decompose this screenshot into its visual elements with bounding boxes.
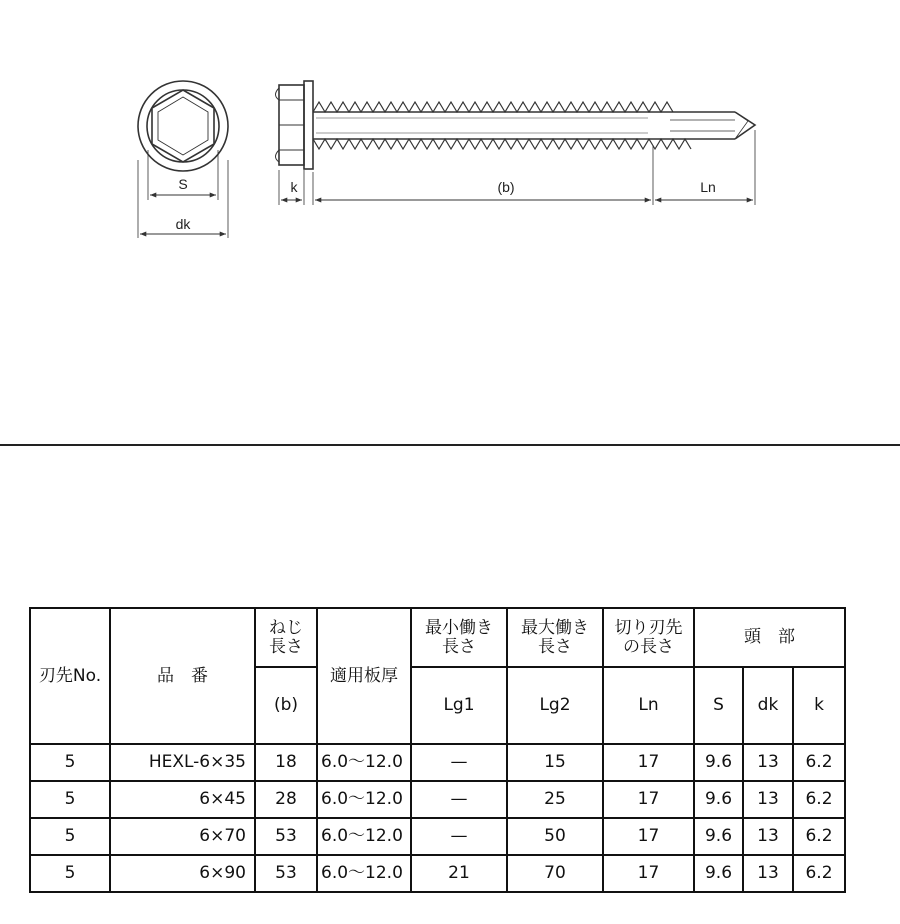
- cell-ln: 17: [603, 818, 694, 855]
- cell-lg2: 25: [507, 781, 603, 818]
- cell-lg1: 21: [411, 855, 507, 892]
- header-lg2-symbol: Lg2: [507, 667, 603, 744]
- header-max-grip: [507, 608, 603, 667]
- cell-tip: 5: [30, 855, 110, 892]
- header-min-grip-line2: 長さ: [442, 636, 476, 657]
- cell-s: 9.6: [694, 744, 743, 781]
- cell-tip: 5: [30, 744, 110, 781]
- head-end-view: [138, 81, 228, 238]
- cell-k: 6.2: [793, 744, 845, 781]
- table-row: [30, 818, 845, 855]
- cell-s: 9.6: [694, 855, 743, 892]
- cell-part: 6×45: [110, 781, 255, 818]
- dim-ln-label: Ln: [700, 179, 716, 195]
- header-lg1-symbol: Lg1: [411, 667, 507, 744]
- header-min-grip: [411, 608, 507, 667]
- header-tip-length: [603, 608, 694, 667]
- spec-table: [29, 607, 846, 893]
- cell-s: 9.6: [694, 818, 743, 855]
- header-head: 頭 部: [694, 608, 845, 667]
- cell-lg1: —: [411, 818, 507, 855]
- header-min-grip-line1: 最小働き: [425, 617, 493, 638]
- header-head-k: k: [793, 667, 845, 744]
- cell-thickness: 6.0〜12.0: [317, 855, 411, 892]
- cell-part: 6×70: [110, 818, 255, 855]
- cell-b: 18: [255, 744, 317, 781]
- cell-tip: 5: [30, 781, 110, 818]
- header-tip-no: 刃先No.: [30, 608, 110, 744]
- cell-lg1: —: [411, 744, 507, 781]
- cell-thickness: 6.0〜12.0: [317, 744, 411, 781]
- header-ln-symbol: Ln: [603, 667, 694, 744]
- cell-k: 6.2: [793, 818, 845, 855]
- cell-part: HEXL-6×35: [110, 744, 255, 781]
- cell-b: 53: [255, 855, 317, 892]
- screw-drawing: [0, 0, 900, 300]
- cell-ln: 17: [603, 744, 694, 781]
- cell-dk: 13: [743, 855, 793, 892]
- cell-b: 53: [255, 818, 317, 855]
- section-divider: [0, 444, 900, 446]
- cell-b: 28: [255, 781, 317, 818]
- cell-k: 6.2: [793, 855, 845, 892]
- cell-dk: 13: [743, 744, 793, 781]
- cell-lg2: 50: [507, 818, 603, 855]
- cell-ln: 17: [603, 855, 694, 892]
- header-thread-length: [255, 608, 317, 667]
- cell-thickness: 6.0〜12.0: [317, 818, 411, 855]
- header-head-dk: dk: [743, 667, 793, 744]
- cell-ln: 17: [603, 781, 694, 818]
- dim-b-label: (b): [497, 179, 515, 195]
- cell-tip: 5: [30, 818, 110, 855]
- dim-s-label: S: [178, 176, 188, 192]
- cell-dk: 13: [743, 818, 793, 855]
- cell-lg2: 70: [507, 855, 603, 892]
- header-head-s: S: [694, 667, 743, 744]
- header-thread-length-line1: ねじ: [269, 617, 303, 638]
- header-max-grip-line2: 長さ: [538, 636, 572, 657]
- cell-lg2: 15: [507, 744, 603, 781]
- screw-side-view: [276, 81, 756, 205]
- table-row: [30, 781, 845, 818]
- dim-dk-label: dk: [175, 216, 191, 232]
- header-b-symbol: (b): [255, 667, 317, 744]
- header-row-1: [30, 608, 845, 667]
- cell-thickness: 6.0〜12.0: [317, 781, 411, 818]
- header-part-no: 品 番: [110, 608, 255, 744]
- cell-s: 9.6: [694, 781, 743, 818]
- cell-k: 6.2: [793, 781, 845, 818]
- cell-dk: 13: [743, 781, 793, 818]
- cell-lg1: —: [411, 781, 507, 818]
- dim-k-label: k: [290, 179, 298, 195]
- header-tip-length-line2: の長さ: [623, 636, 674, 657]
- table-row: [30, 744, 845, 781]
- header-thread-length-line2: 長さ: [269, 636, 303, 657]
- header-tip-length-line1: 切り刃先: [614, 617, 683, 638]
- cell-part: 6×90: [110, 855, 255, 892]
- header-plate-thickness: 適用板厚: [317, 608, 411, 744]
- header-max-grip-line1: 最大働き: [521, 617, 589, 638]
- table-row: [30, 855, 845, 892]
